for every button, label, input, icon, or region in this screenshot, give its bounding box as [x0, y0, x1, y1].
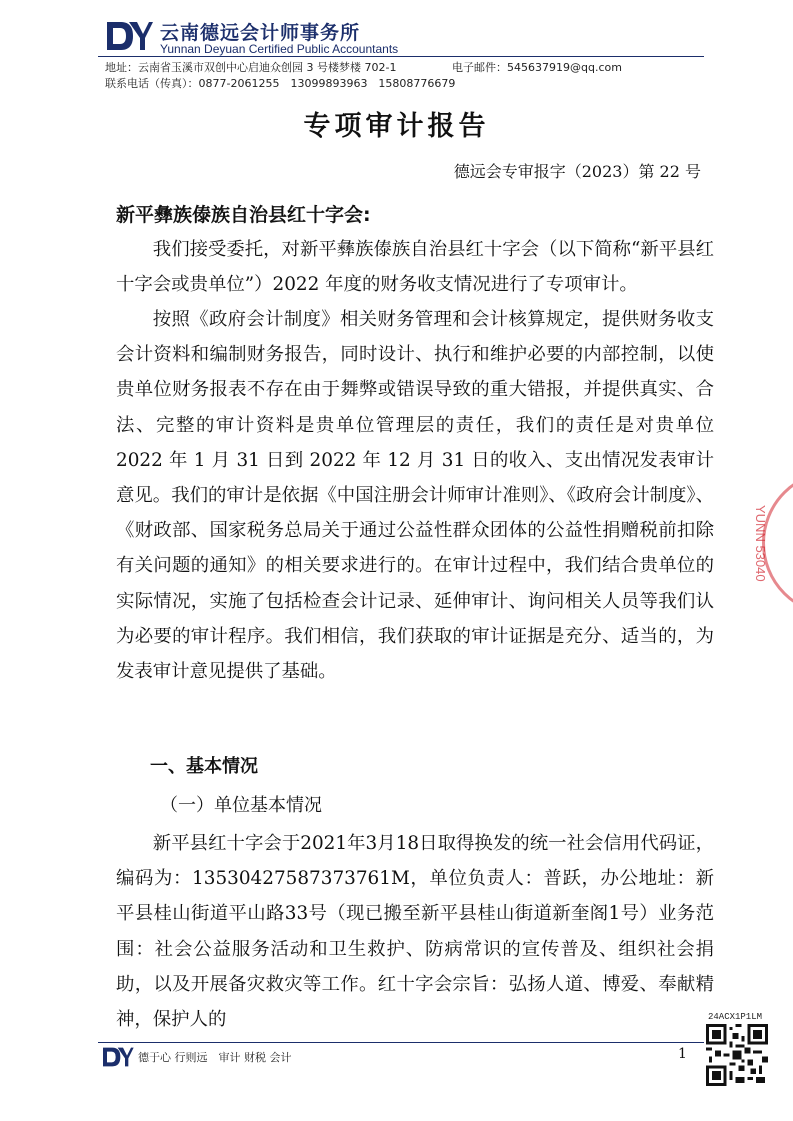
report-addressee: 新平彝族傣族自治县红十字会: [116, 204, 371, 226]
firm-phone: 联系电话（传真）：0877-2061255 13099893963 15808776679 [105, 77, 456, 90]
page-number: 1 [678, 1046, 687, 1062]
report-title: 专项审计报告 [303, 111, 490, 142]
paragraph-engagement: 我们接受委托，对新平彝族傣族自治县红十字会（以下简称“新平县红十字会或贵单位”）2022 年度的财务收支情况进行了专项审计。 [116, 239, 714, 296]
firm-logo [103, 18, 153, 54]
footer-logo-icon [100, 1045, 134, 1069]
paragraph-unit-info: 新平县红十字会于2021年3月18日取得换发的统一社会信用代码证，编码为：13530427587373761M，单位负责人：普跃，办公地址：新平县桂山街道平山路33号（现已搬至新平县桂山街道新奎阁1号）业务范围：社会公益服务活动和卫生救护、防病常识的宣传普及、组织社会捐助，以及开展备灾救灾等工作。红十字会宗旨：弘扬人道、博爱、奉献精神，保护人的 [116, 833, 714, 1031]
section-heading-basic-info: 一、基本情况 [150, 756, 258, 777]
subsection-heading-unit-info: （一）单位基本情况 [160, 795, 322, 816]
seal-text: YUNN 53040 [753, 505, 768, 582]
qr-code-icon [706, 1024, 768, 1086]
firm-name: 云南德远会计师事务所 [160, 22, 361, 44]
report-reference-number: 德远会专审报字（2023）第 22 号 [453, 162, 701, 181]
qr-label: 24ACX1P1LM [708, 1012, 763, 1022]
firm-address: 地址：云南省玉溪市双创中心启迪众创园 3 号楼梦楼 702-1 [105, 61, 397, 74]
footer-slogan: 德于心 行则远 审计 财税 会计 [138, 1051, 292, 1064]
footer-divider [98, 1042, 704, 1043]
header-divider [98, 56, 704, 57]
paragraph-responsibilities: 按照《政府会计制度》相关财务管理和会计核算规定，提供财务收支会计资料和编制财务报告，同时设计、执行和维护必要的内部控制，以使贵单位财务报表不存在由于舞弊或错误导致的重大错报，并提供真实、合法、完整的审计资料是贵单位管理层的责任，我们的责任是对贵单位 2022 年 1 月 31 日到 2022 年 12 月 31 日的收入、支出情况发表审计意见。我们的审计是依据《中国注册会计师审计准则》、《政府会计制度》、《财政部、国家税务总局关于通过公益性群众团体的公益性捐赠税前扣除有关问题的通知》的相关要求进行的。在审计过程中，我们结合贵单位的实际情况，实施了包括检查会计记录、延伸审计、询问相关人员等我们认为必要的审计程序。我们相信，我们获取的审计证据是充分、适当的，为发表审计意见提供了基础。 [116, 309, 714, 683]
firm-name-english: Yunnan Deyuan Certified Public Accountants [160, 42, 399, 56]
firm-email: 电子邮件：545637919@qq.com [452, 61, 622, 74]
